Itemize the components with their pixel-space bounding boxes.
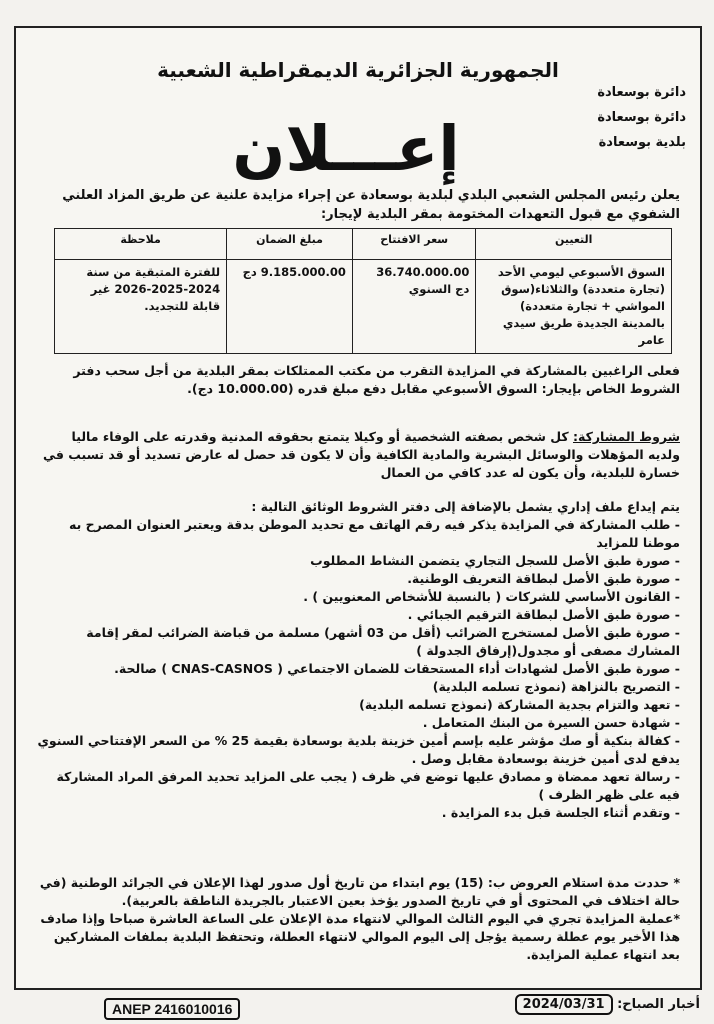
final-notes — [36, 874, 680, 964]
list-item: - صورة طبق الأصل للسجل التجاري يتضمن النشاط المطلوب — [310, 553, 680, 568]
admin-line: دائرة بوسعادة — [597, 110, 686, 125]
conditions-paragraph — [36, 428, 680, 482]
list-item: - وتقدم أثناء الجلسة قبل بدء المزايدة . — [441, 805, 680, 820]
table-header-row — [55, 229, 672, 260]
documents-list — [36, 498, 680, 822]
cell-opening-price: 36.740.000.00 دج السنوي — [352, 260, 475, 354]
list-item: - تعهد والتزام بجدية المشاركة (نموذج تسلمه البلدية) — [359, 697, 680, 712]
documents-intro: يتم إيداع ملف إداري يشمل بالإضافة إلى دفتر الشروط الوثائق التالية : — [251, 499, 680, 514]
header-note: ملاحظة — [55, 229, 227, 260]
admin-line: دائرة بوسعادة — [597, 85, 686, 100]
intro-paragraph: يعلن رئيس المجلس الشعبي البلدي لبلدية بوسعادة عن إجراء مزايدة علنية عن طريق المزاد العلني الشفوي مع قبول التعهدات المختومة بمقر البلدية لإيجار: — [62, 188, 680, 222]
cell-note: للفترة المتبقية من سنة 2024-2025-2026 غير قابلة للتجديد. — [55, 260, 227, 354]
list-item: - صورة طبق الأصل لشهادات أداء المستحقات للضمان الاجتماعي ( CNAS-CASNOS ) صالحة. — [114, 661, 680, 676]
list-item: - صورة طبق الأصل لبطاقة الترقيم الجبائي . — [407, 607, 680, 622]
publication-date: 2024/03/31 — [515, 994, 613, 1015]
deadline-note: * حددت مدة استلام العروض ب: (15) يوم ابتداء من تاريخ أول صدور لهذا الإعلان في الجرائد الوطنية (في حالة اختلاف في المحتوى أو في تاريخ الصدور يؤخذ بعين الاعتبار بالجريدة الناطقة بالعربية). — [39, 875, 680, 908]
cell-guarantee: 9.185.000.00 دج — [227, 260, 353, 354]
auction-table — [54, 228, 672, 354]
admin-block — [597, 80, 686, 155]
list-item: - شهادة حسن السيرة من البنك المتعامل . — [422, 715, 680, 730]
header-designation: التعيين — [476, 229, 672, 260]
cell-designation: السوق الأسبوعي ليومي الأحد (تجارة متعددة) والثلاثاء(سوق المواشي + تجارة متعددة) بالمدينة الجديدة طريق سيدي عامر — [476, 260, 672, 354]
header-opening-price: سعر الافتتاح — [352, 229, 475, 260]
auction-date-note: *عملية المزايدة تجري في اليوم الثالث الموالي لانتهاء مدة الإعلان على الساعة العاشرة صباحا وإذا صادف هذا الأخير يوم عطلة رسمية يؤجل إلى اليوم الموالي لانتهاء العطلة، وتحتفظ البلدية بملفات المشاركين بعد انتهاء عملية المزايدة. — [40, 911, 680, 962]
header-guarantee: مبلغ الضمان — [227, 229, 353, 260]
list-item: - صورة طبق الأصل لبطاقة التعريف الوطنية. — [407, 571, 680, 586]
admin-line: بلدية بوسعادة — [598, 135, 686, 150]
list-item: - رسالة تعهد ممضاة و مصادق عليها توضع في ظرف ( يجب على المزايد تحديد المرفق المراد المشاركة فيه على ظهر الظرف ) — [56, 769, 680, 802]
list-item: - طلب المشاركة في المزايدة يذكر فيه رقم الهاتف مع تحديد الموطن بدقة ويعتبر العنوان المصرح به موطنا للمزايد — [69, 517, 680, 550]
list-item: - القانون الأساسي للشركات ( بالنسبة للأشخاص المعنويين ) . — [303, 589, 680, 604]
list-item: - صورة طبق الأصل لمستخرج الضرائب (أقل من 03 أشهر) مسلمة من قباضة الضرائب لمقر إقامة المشارك مصفى أو مجدول(إرفاق الجدولة ) — [86, 625, 680, 658]
anep-reference: ANEP 2416010016 — [104, 998, 240, 1020]
headline: إعـــلان — [232, 112, 460, 185]
footer — [0, 994, 714, 1024]
announcement-frame — [14, 26, 702, 990]
apply-paragraph: فعلى الراغبين بالمشاركة في المزايدة التقرب من مكتب الممتلكات بمقر البلدية من أجل سحب دفتر الشروط الخاص بإيجار: السوق الأسبوعي مقابل دفع مبلغ قدره (10.000.00 دج). — [73, 363, 680, 396]
list-item: - كفالة بنكية أو صك مؤشر عليه بإسم أمين خزينة بلدية بوسعادة بقيمة 25 % من السعر الإفتتاحي السنوي يدفع لدى أمين خزينة بوسعادة مقابل وصل . — [37, 733, 680, 766]
republic-title: الجمهورية الجزائرية الديمقراطية الشعبية — [157, 58, 559, 82]
conditions-text: كل شخص بصفته الشخصية أو وكيلا يتمتع بحقوقه المدنية وقدرته على الوفاء ماليا ولديه المؤهلات والوسائل البشرية والمادية الكافية وأن لا يكون قد حصل له عارض تسديد أو قد تسبب في خسارة للبلدية، وأن يكون له عدد كافي من العمال — [43, 429, 680, 480]
table-row — [55, 260, 672, 354]
source-credit — [515, 994, 700, 1015]
source-label: أخبار الصباح: — [617, 997, 700, 1012]
list-item: - التصريح بالنزاهة (نموذج تسلمه البلدية) — [432, 679, 680, 694]
conditions-label: شروط المشاركة: — [573, 429, 680, 444]
